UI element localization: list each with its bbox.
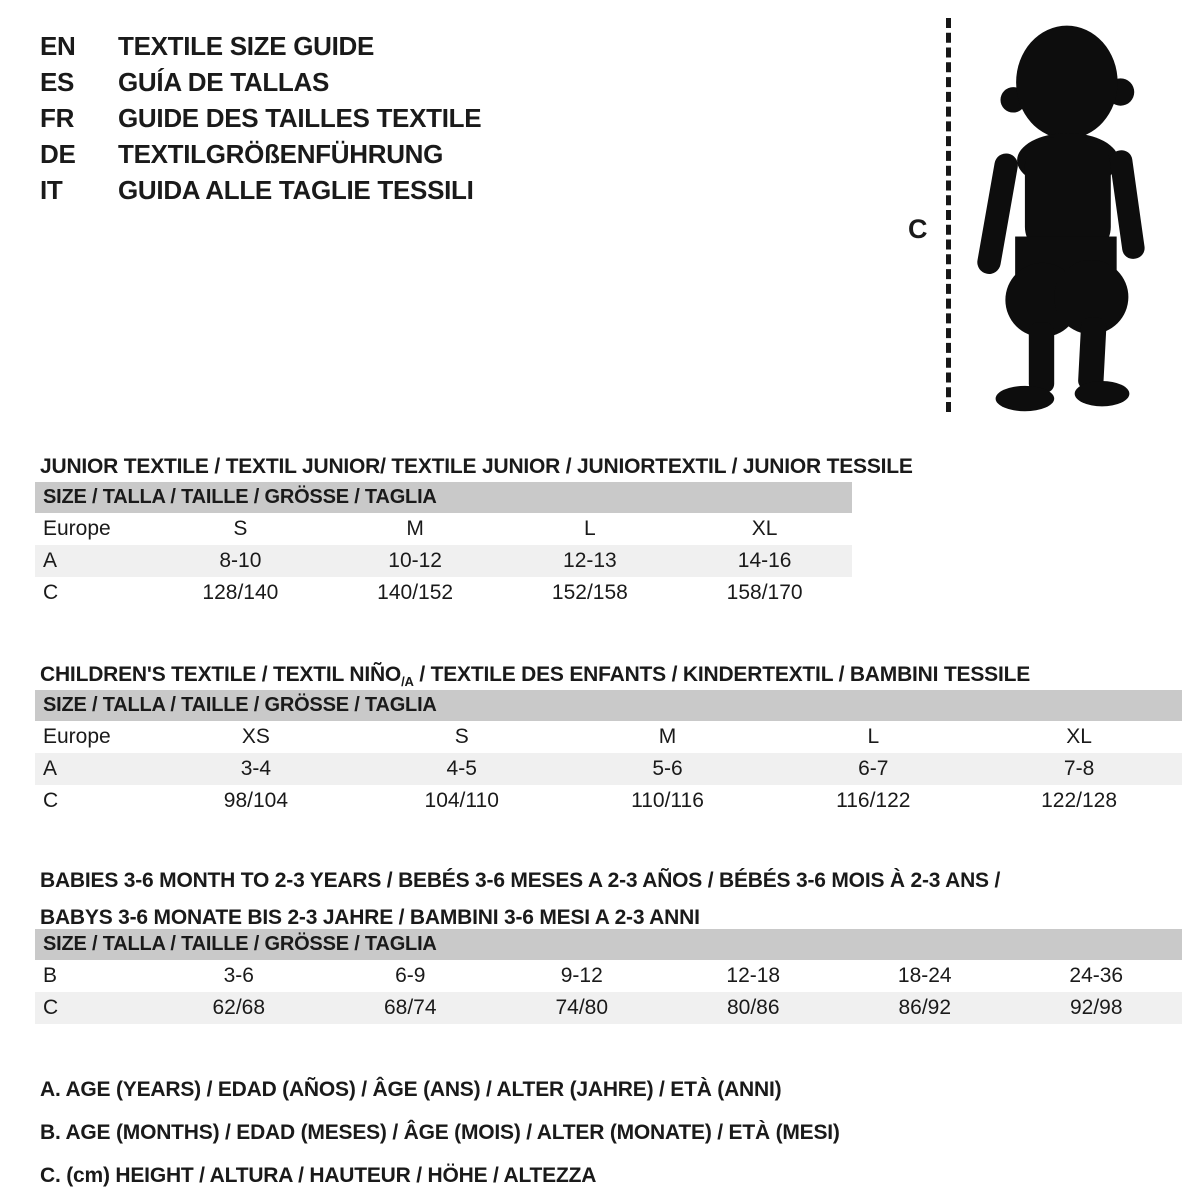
language-code: FR	[40, 103, 75, 133]
table-cell: 74/80	[555, 996, 609, 1019]
table-cell: L	[584, 517, 596, 540]
children-title-prefix: CHILDREN'S TEXTILE / TEXTIL NIÑO	[40, 663, 402, 687]
legend-line-a: A. AGE (YEARS) / EDAD (AÑOS) / ÂGE (ANS) / ALTER (JAHRE) / ETÀ (ANNI)	[40, 1078, 782, 1101]
table-cell: 86/92	[898, 996, 952, 1019]
legend-line-b: B. AGE (MONTHS) / EDAD (MESES) / ÂGE (MOIS) / ALTER (MONATE) / ETÀ (MESI)	[40, 1121, 840, 1144]
guide-title: TEXTILE SIZE GUIDE	[118, 31, 375, 61]
table-cell: L	[867, 725, 880, 748]
table-cell: 3-4	[240, 757, 272, 780]
height-dashed-line	[946, 18, 951, 412]
language-row	[40, 28, 481, 64]
table-cell: 10-12	[388, 549, 442, 572]
table-row	[35, 513, 852, 545]
table-cell: 62/68	[212, 996, 266, 1019]
children-section-title	[40, 663, 1030, 689]
row-label: C	[43, 789, 59, 812]
table-cell: 6-9	[395, 964, 426, 987]
guide-title: TEXTILGRÖßENFÜHRUNG	[118, 139, 444, 169]
table-cell: 122/128	[1041, 789, 1118, 812]
language-row	[40, 100, 481, 136]
height-marker-label: C	[908, 214, 928, 244]
guide-title: GUIDE DES TAILLES TEXTILE	[118, 103, 482, 133]
table-row	[35, 992, 1182, 1024]
language-code: DE	[40, 139, 76, 169]
table-cell: M	[658, 725, 677, 748]
children-title-sub: /A	[401, 674, 414, 690]
table-cell: 68/74	[383, 996, 437, 1019]
babies-size-table	[35, 929, 1182, 1024]
table-cell: 5-6	[652, 757, 683, 780]
language-code: IT	[40, 175, 63, 205]
language-code: ES	[40, 67, 75, 97]
size-table-header: SIZE / TALLA / TAILLE / GRÖSSE / TAGLIA	[35, 690, 1182, 721]
table-cell: 12-13	[563, 549, 617, 572]
table-cell: 110/116	[631, 789, 704, 812]
guide-title: GUÍA DE TALLAS	[118, 67, 330, 97]
children-title-suffix: / TEXTILE DES ENFANTS / KINDERTEXTIL / BAMBINI TESSILE	[413, 663, 1031, 687]
row-label: Europe	[43, 517, 111, 540]
guide-title: GUIDA ALLE TAGLIE TESSILI	[118, 175, 474, 205]
legend-line-c: C. (cm) HEIGHT / ALTURA / HAUTEUR / HÖHE / ALTEZZA	[40, 1164, 597, 1187]
table-cell: XS	[241, 725, 270, 748]
table-body	[35, 513, 852, 609]
table-cell: 24-36	[1069, 964, 1124, 987]
table-cell: 158/170	[726, 581, 803, 604]
table-cell: S	[233, 517, 248, 540]
babies-section-title-line1: BABIES 3-6 MONTH TO 2-3 YEARS / BEBÉS 3-6 MESES A 2-3 AÑOS / BÉBÉS 3-6 MOIS À 2-3 ANS /	[40, 869, 1001, 893]
table-cell: 80/86	[726, 996, 780, 1019]
table-cell: 9-12	[560, 964, 603, 987]
table-row	[35, 960, 1182, 992]
legend	[40, 1068, 840, 1197]
language-code: EN	[40, 31, 76, 61]
row-label: Europe	[43, 725, 111, 748]
junior-size-table	[35, 482, 852, 609]
table-body	[35, 721, 1182, 817]
table-cell: 152/158	[551, 581, 628, 604]
table-cell: M	[406, 517, 424, 540]
language-row	[40, 136, 481, 172]
table-cell: 7-8	[1063, 757, 1095, 780]
row-label: C	[43, 996, 59, 1019]
table-row	[35, 577, 852, 609]
table-cell: 92/98	[1069, 996, 1123, 1019]
table-cell: 18-24	[897, 964, 952, 987]
table-body	[35, 960, 1182, 1024]
toddler-silhouette-image	[962, 12, 1162, 422]
table-cell: 128/140	[202, 581, 279, 604]
table-row	[35, 753, 1182, 785]
table-cell: 104/110	[424, 789, 499, 812]
language-row	[40, 172, 481, 208]
table-row	[35, 721, 1182, 753]
table-cell: 12-18	[726, 964, 781, 987]
language-title-list	[40, 28, 481, 208]
table-cell: 140/152	[377, 581, 454, 604]
size-table-header: SIZE / TALLA / TAILLE / GRÖSSE / TAGLIA	[35, 482, 852, 513]
table-cell: 8-10	[219, 549, 262, 572]
table-row	[35, 545, 852, 577]
table-cell: XL	[1066, 725, 1092, 748]
table-cell: 116/122	[836, 789, 911, 812]
size-table-header: SIZE / TALLA / TAILLE / GRÖSSE / TAGLIA	[35, 929, 1182, 960]
table-cell: 6-7	[858, 757, 889, 780]
table-cell: 3-6	[223, 964, 254, 987]
row-label: A	[43, 549, 58, 572]
table-row	[35, 785, 1182, 817]
language-row	[40, 64, 481, 100]
table-cell: 14-16	[737, 549, 792, 572]
table-cell: XL	[751, 517, 778, 540]
row-label: C	[43, 581, 59, 604]
row-label: B	[43, 964, 58, 987]
babies-section-title-line2: BABYS 3-6 MONATE BIS 2-3 JAHRE / BAMBINI 3-6 MESI A 2-3 ANNI	[40, 906, 700, 930]
table-cell: 98/104	[223, 789, 289, 812]
children-size-table	[35, 690, 1182, 817]
junior-section-title: JUNIOR TEXTILE / TEXTIL JUNIOR/ TEXTILE JUNIOR / JUNIORTEXTIL / JUNIOR TESSILE	[40, 455, 913, 479]
row-label: A	[43, 757, 58, 780]
height-figure	[898, 8, 1188, 426]
table-cell: 4-5	[446, 757, 477, 780]
table-cell: S	[454, 725, 469, 748]
